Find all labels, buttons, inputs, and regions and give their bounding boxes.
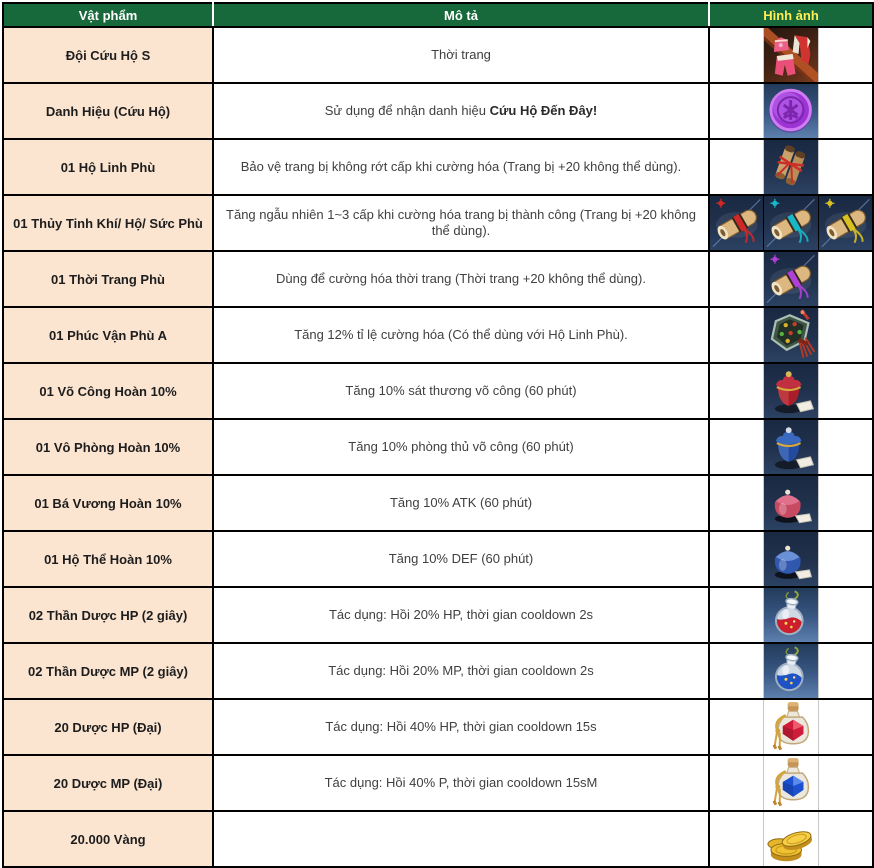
empty-image-slot — [818, 644, 872, 698]
item-name: 02 Thần Dược HP (2 giây) — [28, 607, 188, 623]
empty-image-slot — [818, 364, 872, 418]
empty-image-slot — [818, 476, 872, 530]
desc-text: Sử dụng để nhận danh hiệu — [324, 103, 490, 118]
table-row — [3, 587, 873, 643]
item-name: 01 Vô Phòng Hoàn 10% — [35, 439, 181, 455]
image-slot-row — [710, 140, 872, 194]
item-image-cell — [709, 699, 873, 755]
item-name: 01 Hộ Linh Phù — [60, 159, 156, 175]
item-name-cell — [3, 475, 213, 531]
desc-text: Tăng 10% sát thương võ công (60 phút) — [345, 383, 577, 398]
item-image-cell — [709, 643, 873, 699]
table-row — [3, 307, 873, 363]
item-name: Danh Hiệu (Cứu Hộ) — [45, 103, 171, 119]
item-name: 02 Thần Dược MP (2 giây) — [27, 663, 188, 679]
item-description-cell — [213, 195, 709, 251]
desc-text: Tác dụng: Hồi 40% HP, thời gian cooldown 15s — [325, 719, 597, 734]
empty-image-slot — [710, 28, 763, 82]
item-description-cell — [213, 363, 709, 419]
image-slot-row — [710, 588, 872, 642]
image-slot-row — [710, 532, 872, 586]
item-image-cell — [709, 755, 873, 811]
image-slot-row — [710, 84, 872, 138]
item-name-cell — [3, 307, 213, 363]
item-image-cell — [709, 139, 873, 195]
image-slot-row — [710, 196, 872, 250]
image-slot-row — [710, 812, 872, 866]
item-name-cell — [3, 643, 213, 699]
image-slot-row — [710, 252, 872, 306]
desc-text: Tăng 10% ATK (60 phút) — [389, 495, 533, 510]
desc-text: Tăng ngẫu nhiên 1~3 cấp khi cường hóa trang bị thành công (Trang bị +20 không thể dùng). — [226, 207, 696, 238]
empty-image-slot — [818, 252, 872, 306]
empty-image-slot — [710, 532, 763, 586]
item-name: 01 Phúc Vận Phù A — [49, 327, 167, 343]
item-name-cell — [3, 139, 213, 195]
empty-image-slot — [710, 364, 763, 418]
blue-pot-icon — [763, 532, 817, 586]
item-description-cell — [213, 83, 709, 139]
item-name-cell — [3, 363, 213, 419]
table-row — [3, 811, 873, 867]
image-slot-row — [710, 420, 872, 474]
pink-pot-icon — [763, 476, 817, 530]
item-name: 01 Bá Vương Hoàn 10% — [34, 495, 182, 511]
item-name-cell — [3, 27, 213, 83]
image-slot-row — [710, 476, 872, 530]
table-row — [3, 27, 873, 83]
item-description-cell — [213, 251, 709, 307]
empty-image-slot — [818, 812, 872, 866]
empty-image-slot — [818, 700, 872, 754]
table-body — [3, 27, 873, 867]
empty-image-slot — [818, 420, 872, 474]
empty-image-slot — [710, 84, 763, 138]
empty-image-slot — [710, 140, 763, 194]
scroll-yellow-icon — [818, 196, 872, 250]
item-description-cell — [213, 27, 709, 83]
twin-scrolls-icon — [763, 140, 817, 194]
image-slot-row — [710, 364, 872, 418]
item-name-cell — [3, 251, 213, 307]
blue-flask-icon — [763, 644, 817, 698]
item-name: 20 Dược HP (Đại) — [54, 719, 162, 735]
item-description-cell — [213, 307, 709, 363]
item-name: 01 Thời Trang Phù — [51, 271, 165, 287]
desc-text: Tăng 10% phòng thủ võ công (60 phút) — [348, 439, 574, 454]
desc-text: Tác dụng: Hồi 40% P, thời gian cooldown 15sM — [324, 775, 598, 790]
empty-image-slot — [710, 644, 763, 698]
header-row — [3, 3, 873, 27]
item-name: 20.000 Vàng — [70, 831, 146, 847]
item-image-cell — [709, 195, 873, 251]
item-description-cell — [213, 699, 709, 755]
item-name-cell — [3, 531, 213, 587]
empty-image-slot — [818, 28, 872, 82]
purple-medal-icon — [763, 84, 817, 138]
red-jar-icon — [763, 364, 817, 418]
item-description-cell — [213, 643, 709, 699]
gold-coins-icon — [763, 812, 817, 866]
item-name-cell — [3, 83, 213, 139]
table-row — [3, 643, 873, 699]
table-row — [3, 83, 873, 139]
empty-image-slot — [710, 476, 763, 530]
desc-text: Thời trang — [431, 47, 491, 62]
empty-image-slot — [710, 756, 763, 810]
image-slot-row — [710, 28, 872, 82]
item-image-cell — [709, 83, 873, 139]
item-image-cell — [709, 587, 873, 643]
item-image-cell — [709, 475, 873, 531]
item-name: 20 Dược MP (Đại) — [53, 775, 163, 791]
item-image-cell — [709, 251, 873, 307]
item-image-cell — [709, 419, 873, 475]
image-slot-row — [710, 700, 872, 754]
item-name-cell — [3, 587, 213, 643]
item-name: 01 Hộ Thể Hoàn 10% — [44, 551, 172, 567]
desc-text: Bảo vệ trang bị không rớt cấp khi cường hóa (Trang bị +20 không thể dùng). — [240, 159, 682, 174]
scroll-purple-icon — [763, 252, 817, 306]
desc-bold: Cứu Hộ Đến Đây! — [489, 103, 598, 118]
item-description-cell — [213, 587, 709, 643]
fashion-outfit-icon — [763, 28, 817, 82]
blue-potion-icon — [763, 756, 817, 810]
table-row — [3, 531, 873, 587]
col-header-description: Mô tả — [213, 3, 709, 27]
empty-image-slot — [710, 308, 763, 362]
empty-image-slot — [818, 140, 872, 194]
desc-text: Tác dụng: Hồi 20% HP, thời gian cooldown 2s — [328, 607, 594, 622]
item-name-cell — [3, 755, 213, 811]
item-image-cell — [709, 531, 873, 587]
desc-text: Tăng 12% tỉ lệ cường hóa (Có thể dùng với Hộ Linh Phù). — [294, 327, 628, 342]
desc-text: Dùng để cường hóa thời trang (Thời trang +20 không thể dùng). — [276, 271, 646, 286]
item-description-cell — [213, 531, 709, 587]
col-header-image: Hình ảnh — [709, 3, 873, 27]
empty-image-slot — [818, 84, 872, 138]
scroll-red-icon — [710, 196, 763, 250]
reward-table — [2, 2, 874, 868]
desc-text: Tác dụng: Hồi 20% MP, thời gian cooldown 2s — [328, 663, 594, 678]
table-row — [3, 419, 873, 475]
red-flask-icon — [763, 588, 817, 642]
item-description-cell — [213, 475, 709, 531]
item-image-cell — [709, 811, 873, 867]
image-slot-row — [710, 756, 872, 810]
item-description-cell — [213, 811, 709, 867]
item-name: Đội Cứu Hộ S — [65, 47, 151, 63]
table-row — [3, 195, 873, 251]
lucky-charm-icon — [763, 308, 817, 362]
image-slot-row — [710, 644, 872, 698]
item-name-cell — [3, 699, 213, 755]
table-row — [3, 755, 873, 811]
item-name-cell — [3, 811, 213, 867]
image-slot-row — [710, 308, 872, 362]
empty-image-slot — [710, 812, 763, 866]
table-row — [3, 139, 873, 195]
table-row — [3, 251, 873, 307]
table-row — [3, 363, 873, 419]
item-image-cell — [709, 363, 873, 419]
empty-image-slot — [818, 532, 872, 586]
item-description-cell — [213, 139, 709, 195]
table-row — [3, 475, 873, 531]
empty-image-slot — [710, 420, 763, 474]
desc-text: Tăng 10% DEF (60 phút) — [388, 551, 534, 566]
item-image-cell — [709, 307, 873, 363]
item-name-cell — [3, 419, 213, 475]
table-row — [3, 699, 873, 755]
item-image-cell — [709, 27, 873, 83]
item-description-cell — [213, 755, 709, 811]
item-description-cell — [213, 419, 709, 475]
item-name-cell — [3, 195, 213, 251]
empty-image-slot — [710, 588, 763, 642]
item-name: 01 Thủy Tinh Khí/ Hộ/ Sức Phù — [13, 215, 203, 231]
empty-image-slot — [818, 588, 872, 642]
empty-image-slot — [710, 252, 763, 306]
red-potion-icon — [763, 700, 817, 754]
empty-image-slot — [710, 700, 763, 754]
empty-image-slot — [818, 308, 872, 362]
item-name: 01 Võ Công Hoàn 10% — [39, 383, 177, 399]
col-header-item: Vật phẩm — [3, 3, 213, 27]
blue-jar-icon — [763, 420, 817, 474]
scroll-cyan-icon — [763, 196, 817, 250]
empty-image-slot — [818, 756, 872, 810]
